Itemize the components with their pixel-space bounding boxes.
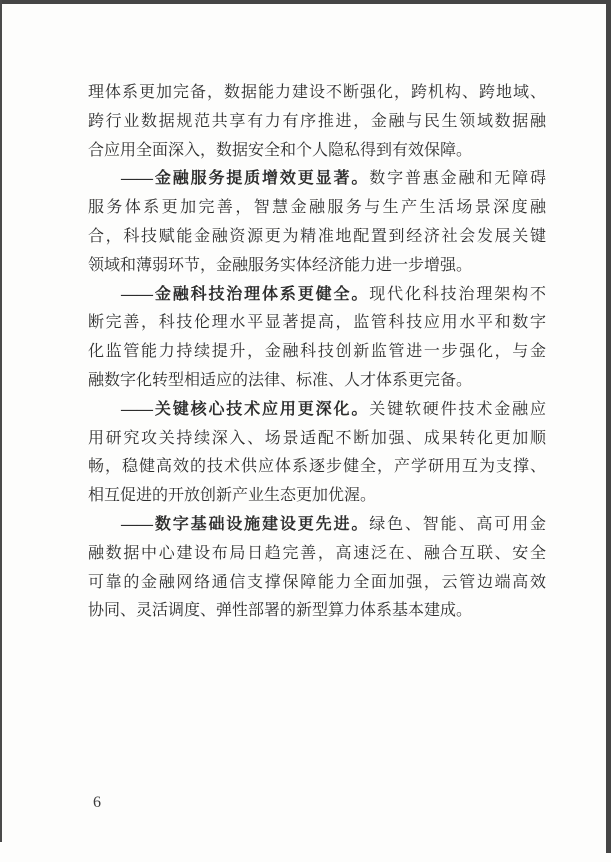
paragraph-lead-bold: ——关键核心技术应用更深化。: [121, 400, 370, 418]
text-line: 协同、灵活调度、弹性部署的新型算力体系基本建成。: [88, 602, 473, 620]
paragraph-lead-bold: ——数字基础设施建设更先进。: [121, 515, 370, 533]
text-line: 跨行业数据规范共享有力有序推进，金融与民生领域数据融: [88, 112, 546, 130]
paragraph: [88, 396, 546, 511]
text-line: 理体系更加完备，数据能力建设不断强化，跨机构、跨地域、: [88, 84, 546, 101]
scan-edge-top: [0, 0, 611, 4]
text-line: 融数字化转型相适应的法律、标准、人才体系更完备。: [88, 371, 473, 389]
body-text: [88, 79, 546, 626]
text-line: 相互促进的开放创新产业生态更加优渥。: [88, 487, 377, 505]
paragraph-lead-rest: 绿色、智能、高可用金: [369, 515, 546, 533]
page-number: 6: [93, 794, 101, 811]
text-line: [88, 165, 546, 194]
paragraph-lead-bold: ——金融服务提质增效更显著。: [121, 170, 370, 188]
text-line: 用研究攻关持续深入、场景适配不断加强、成果转化更加顺: [88, 429, 546, 447]
text-line: 合，科技赋能金融资源更为精准地配置到经济社会发展关键: [88, 227, 546, 245]
text-line: 畅，稳健高效的技术供应体系逐步健全，产学研用互为支撑、: [88, 458, 546, 476]
paragraph: [88, 281, 546, 396]
paragraph: [88, 511, 546, 626]
text-line: [88, 396, 546, 425]
text-line: 可靠的金融网络通信支撑保障能力全面加强，云管边端高效: [88, 573, 546, 591]
paragraph: [88, 79, 546, 165]
paragraph: [88, 165, 546, 280]
text-line: 领域和薄弱环节，金融服务实体经济能力进一步增强。: [88, 256, 473, 274]
text-line: 融数据中心建设布局日趋完善，高速泛在、融合互联、安全: [88, 544, 546, 562]
paragraph-lead-rest: 关键软硬件技术金融应: [369, 400, 546, 418]
scan-edge-right: [606, 0, 611, 853]
text-line: [88, 511, 546, 540]
scan-edge-left: [0, 0, 2, 842]
paragraph-lead-bold: ——金融科技治理体系更健全。: [121, 285, 370, 303]
text-line: 服务体系更加完善，智慧金融服务与生产生活场景深度融: [88, 199, 546, 217]
text-line: 断完善，科技伦理水平显著提高，监管科技应用水平和数字: [88, 314, 546, 332]
text-line: [88, 281, 546, 310]
paragraph-lead-rest: 数字普惠金融和无障碍: [369, 170, 546, 188]
text-line: 化监管能力持续提升，金融科技创新监管进一步强化，与金: [88, 343, 546, 361]
paragraph-lead-rest: 现代化科技治理架构不: [369, 285, 546, 303]
text-line: 合应用全面深入，数据安全和个人隐私得到有效保障。: [88, 141, 473, 159]
